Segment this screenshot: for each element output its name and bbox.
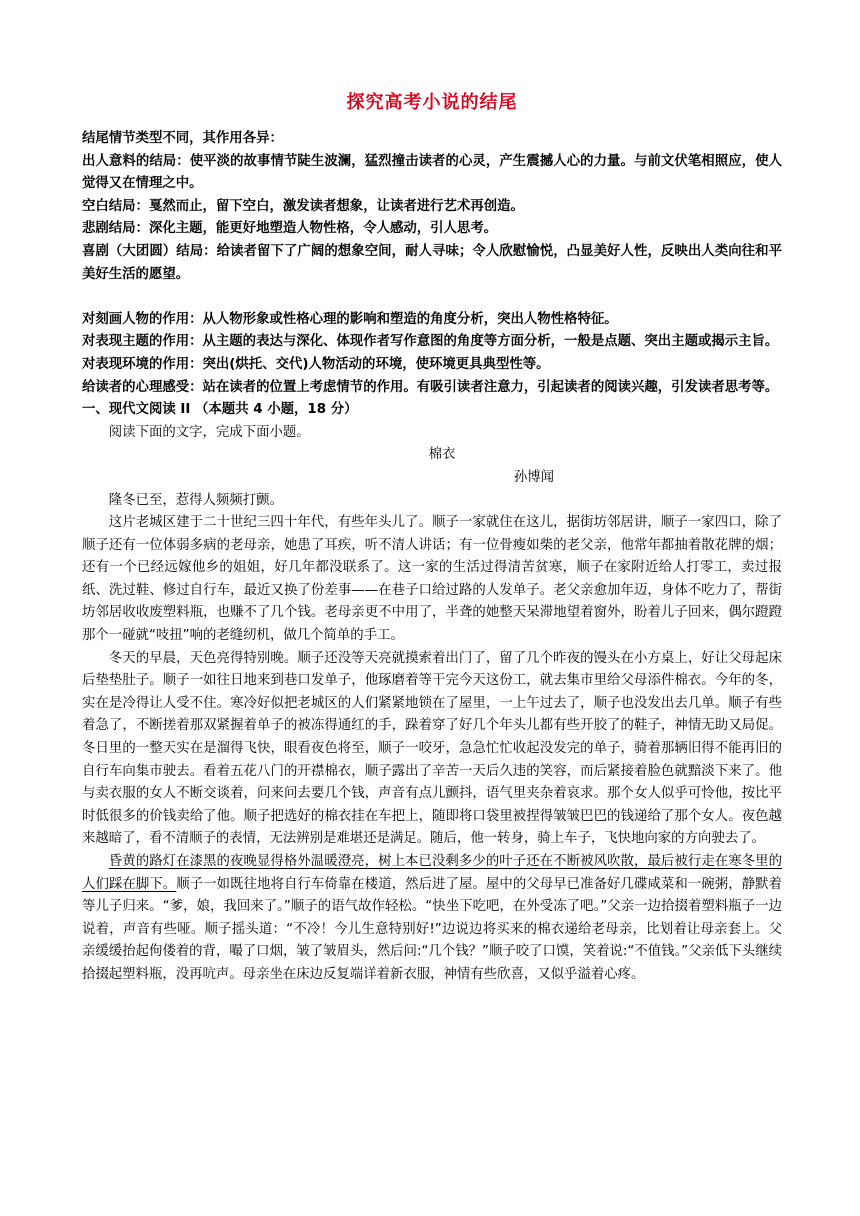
story-title: 棉衣: [428, 447, 456, 463]
ending-type-happy: 喜剧（大团圆）结局：给读者留下了广阔的想象空间，耐人寻味；令人欣慰愉悦，凸显美好人性，反映出人类向往和平美好生活的愿望。: [82, 243, 782, 282]
function-theme: 对表现主题的作用：从主题的表达与深化、体现作者写作意图的角度等方面分析，一般是点题、突出主题或揭示主旨。: [82, 334, 779, 350]
story-paragraph: 隆冬已至，惹得人频频打颤。: [108, 492, 283, 508]
ending-type-blank: 空白结局：戛然而止，留下空白，激发读者想象，让读者进行艺术再创造。: [82, 198, 524, 214]
ending-type-unexpected: 出人意料的结局：使平淡的故事情节陡生波澜，猛烈撞击读者的心灵，产生震撼人心的力量。与前文伏笔相照应，使人觉得又在情理之中。: [82, 153, 782, 192]
intro-lead: 结尾情节类型不同，其作用各异：: [82, 131, 283, 146]
section-heading: 一、现代文阅读 II （本题共 4 小题，18 分）: [82, 402, 358, 418]
story-author: 孙博闻: [513, 469, 554, 485]
function-environment: 对表现环境的作用：突出(烘托、交代)人物活动的环境，使环境更具典型性等。: [82, 356, 550, 372]
section-instruction: 阅读下面的文字，完成下面小题。: [108, 424, 310, 440]
function-character: 对刻画人物的作用：从人物形象或性格心理的影响和塑造的角度分析，突出人物性格特征。: [82, 311, 618, 327]
blank-line: [82, 286, 782, 309]
function-reader: 给读者的心理感受：站在读者的位置上考虑情节的作用。有吸引读者注意力，引起读者的阅读兴趣，引发读者思考等。: [82, 379, 779, 395]
story-paragraph: 冬天的早晨，天色亮得特别晚。顺子还没等天亮就摸索着出门了，留了几个昨夜的馒头在小方桌上，好让父母起床后垫垫肚子。顺子一如往日地来到巷口发单子，他琢磨着等干完今天这份工，就去集市里给父母添件棉衣。今年的冬，实在是冷得让人受不住。寒冷好似把老城区的人们紧紧地锁在了屋里，一上午过去了，顺子也没发出去几单。顺子有些着急了，不断搓着那双紧握着单子的被冻得通红的手，跺着穿了好几个年头儿都有些开胶了的鞋子，神情无助又局促。冬日里的一整天实在是溜得飞快，眼看夜色将至，顺子一咬牙，急急忙忙收起没发完的单子，骑着那辆旧得不能再旧的自行车向集市驶去。看着五花八门的开襟棉衣，顺子露出了辛苦一天后久违的笑容，而后紧接着脸色就黯淡下来了。他与卖衣服的女人不断交谈着，问来问去要几个钱，声音有点儿颤抖，语气里夹杂着哀求。那个女人似乎可怜他，按比平时低很多的价钱卖给了他。顺子把选好的棉衣挂在车把上，随即将口袋里被捏得皱皱巴巴的钱递给了那个女人。夜色越来越暗了，看不清顺子的表情，无法辨别是难堪还是满足。随后，他一转身，骑上车子，飞快地向家的方向驶去了。: [82, 650, 782, 847]
story-paragraph-last: [82, 851, 782, 987]
page-title: 探究高考小说的结尾: [346, 92, 518, 113]
story-paragraph: 这片老城区建于二十世纪三四十年代，有些年头儿了。顺子一家就住在这儿，据街坊邻居讲，顺子一家四口，除了顺子还有一位体弱多病的老母亲，她患了耳疾，听不清人讲话；有一位骨瘦如柴的老父亲，他常年都抽着散花牌的烟；还有一个已经远嫁他乡的姐姐，好几年都没联系了。这一家的生活过得清苦贫寒，顺子在家附近给人打零工，卖过报纸、洗过鞋、修过自行车，最近又换了份差事——在巷子口给过路的人发单子。老父亲愈加年迈，身体不吃力了，帮街坊邻居收收废塑料瓶，也赚不了几个钱。老母亲更不中用了，半聋的她整天呆滞地望着窗外，盼着儿子回来，偶尔蹬蹬那个一碰就“吱扭”响的老缝纫机，做几个简单的手工。: [82, 515, 782, 644]
paragraph-rest: 顺子一如既往地将自行车倚靠在楼道，然后进了屋。屋中的父母早已准备好几碟咸菜和一碗粥，静默着等儿子归来。“爹，娘，我回来了。”顺子的语气故作轻松。“快坐下吃吧，在外受冻了吧。”父亲一边拾掇着塑料瓶子一边说着，声音有些哑。顺子摇头道：“不冷！今儿生意特别好!”边说边将买来的棉衣递给老母亲，比划着让母亲套上。父亲缓缓抬起佝偻着的背，嘬了口烟，皱了皱眉头，然后问:“几个钱？”顺子咬了口馍，笑着说:“不值钱。”父亲低下头继续拾掇起塑料瓶，没再吭声。母亲坐在床边反复端详着新衣服，神情有些欣喜，又似乎溢着心疼。: [82, 876, 783, 982]
ending-type-tragic: 悲剧结局：深化主题，能更好地塑造人物性格，令人感动，引人思考。: [82, 221, 498, 237]
underlined-sentence: 昏黄的路灯在漆黑的夜晚显得格外温暖澄亮，树上本已没剩多少的叶子还在不断被风吹散，最后被行走在寒冬里的人们踩在脚下。: [82, 854, 782, 892]
